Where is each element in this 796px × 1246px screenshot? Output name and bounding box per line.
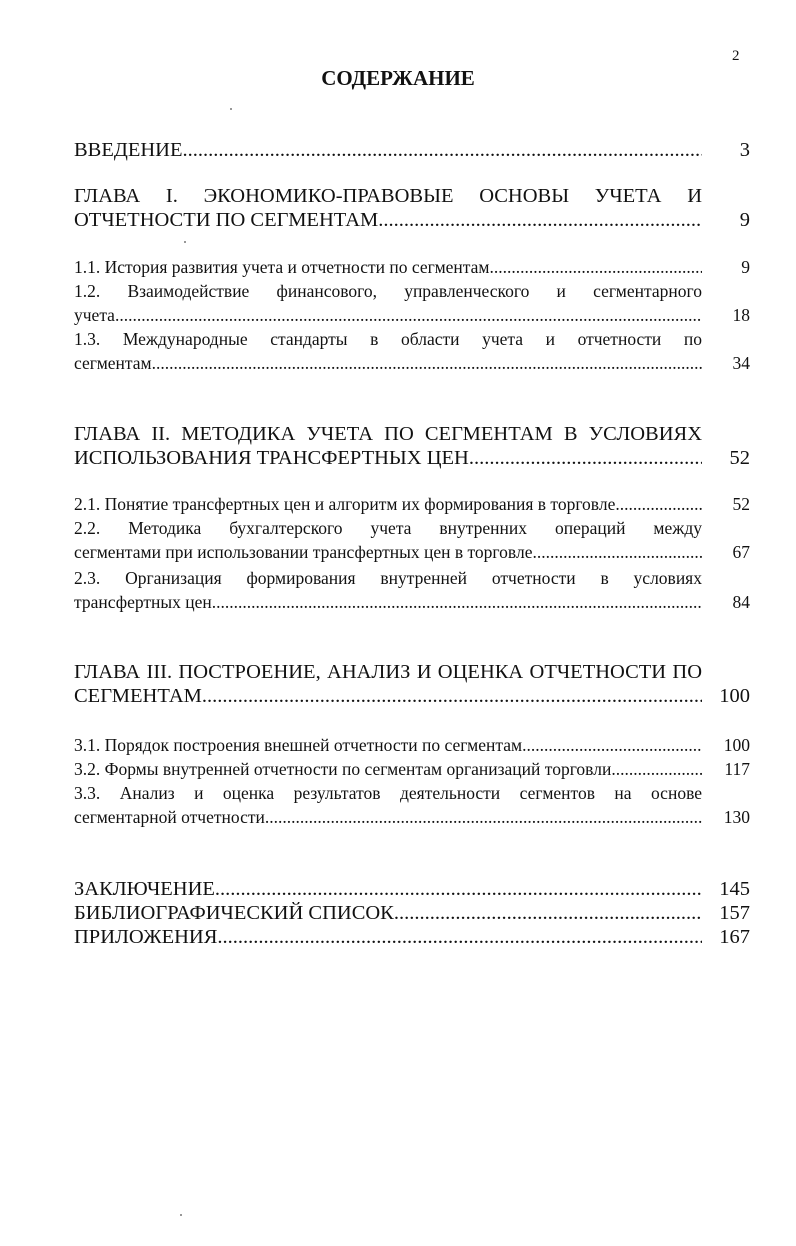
toc-entry-chapter-2[interactable]: [74, 422, 750, 470]
toc-entry-page: 157: [719, 902, 750, 924]
toc-entry-introduction[interactable]: [74, 138, 750, 162]
toc-entry-title-line-1: 1.3. Международные стандарты в области учета и отчетности по: [74, 329, 702, 349]
toc-entry-page: 52: [732, 494, 750, 514]
toc-entry-page: 130: [723, 807, 750, 827]
toc-entry-title: 3.2. Формы внутренней отчетности по сегментам организаций торговли: [74, 759, 612, 779]
toc-entry-title-line-2: сегментами при использовании трансфертных цен в торговле: [74, 542, 533, 562]
toc-entry-page: 84: [732, 592, 750, 612]
toc-entry-page: 52: [729, 447, 750, 469]
toc-entry-title-line-1: ГЛАВА III. ПОСТРОЕНИЕ, АНАЛИЗ И ОЦЕНКА ОТЧЕТНОСТИ ПО: [74, 661, 702, 683]
toc-entry-title-line-1: ГЛАВА II. МЕТОДИКА УЧЕТА ПО СЕГМЕНТАМ В УСЛОВИЯХ: [74, 423, 702, 445]
toc-entry-page: 145: [719, 878, 750, 900]
toc-entry-page: 18: [732, 305, 750, 325]
toc-entry-title: БИБЛИОГРАФИЧЕСКИЙ СПИСОК: [74, 902, 394, 924]
toc-entry-title-line-2: трансфертных цен: [74, 592, 212, 612]
toc-entry-section-2-2[interactable]: [74, 516, 750, 564]
toc-entry-bibliography[interactable]: [74, 901, 750, 925]
scan-speck: [180, 1214, 182, 1216]
toc-entry-section-1-2[interactable]: [74, 279, 750, 327]
toc-entry-section-3-3[interactable]: [74, 781, 750, 829]
toc-entry-title-line-2: учета: [74, 305, 115, 325]
toc-entry-title-line-1: 1.2. Взаимодействие финансового, управленческого и сегментарного: [74, 281, 702, 301]
toc-entry-title: 3.1. Порядок построения внешней отчетности по сегментам: [74, 735, 523, 755]
page-number: 2: [732, 48, 740, 64]
toc-entry-page: 167: [719, 926, 750, 948]
scan-speck: [230, 108, 232, 110]
toc-entry-page: 3: [739, 139, 750, 161]
toc-entry-appendices[interactable]: [74, 925, 750, 949]
toc-entry-page: 100: [719, 685, 750, 707]
toc-entry-title-line-1: 3.3. Анализ и оценка результатов деятельности сегментов на основе: [74, 783, 702, 803]
scan-speck: [184, 241, 186, 243]
toc-entry-title: ЗАКЛЮЧЕНИЕ: [74, 878, 215, 900]
toc-entry-title-line-1: 2.3. Организация формирования внутренней отчетности в условиях: [74, 568, 702, 588]
toc-entry-page: 9: [739, 209, 750, 231]
toc-entry-section-3-2[interactable]: [74, 757, 750, 781]
toc-entry-title-line-2: сегментам: [74, 353, 152, 373]
toc-entry-title-line-2: сегментарной отчетности: [74, 807, 265, 827]
toc-entry-page: 100: [723, 735, 750, 755]
toc-entry-title-line-2: ОТЧЕТНОСТИ ПО СЕГМЕНТАМ: [74, 209, 379, 231]
toc-entry-chapter-3[interactable]: [74, 660, 750, 708]
toc-entry-title-line-2: ИСПОЛЬЗОВАНИЯ ТРАНСФЕРТНЫХ ЦЕН: [74, 447, 469, 469]
toc-entry-page: 9: [741, 257, 750, 277]
toc-entry-section-1-3[interactable]: [74, 327, 750, 375]
toc-entry-section-3-1[interactable]: [74, 733, 750, 757]
page-title: СОДЕРЖАНИЕ: [321, 66, 475, 90]
toc-entry-conclusion[interactable]: [74, 877, 750, 901]
toc-entry-title-line-2: СЕГМЕНТАМ: [74, 685, 202, 707]
toc-entry-chapter-1[interactable]: [74, 184, 750, 232]
toc-entry-title-line-1: 2.2. Методика бухгалтерского учета внутренних операций между: [74, 518, 702, 538]
toc-entry-section-2-1[interactable]: [74, 492, 750, 516]
toc-entry-section-1-1[interactable]: [74, 255, 750, 279]
toc-entry-title: 2.1. Понятие трансфертных цен и алгоритм их формирования в торговле: [74, 494, 616, 514]
toc-entry-title-line-1: ГЛАВА I. ЭКОНОМИКО-ПРАВОВЫЕ ОСНОВЫ УЧЕТА И: [74, 185, 702, 207]
toc-entry-title: ВВЕДЕНИЕ: [74, 139, 183, 161]
toc-entry-page: 67: [732, 542, 750, 562]
toc-entry-page: 117: [724, 759, 750, 779]
toc-entry-title: 1.1. История развития учета и отчетности по сегментам: [74, 257, 490, 277]
toc-entry-title: ПРИЛОЖЕНИЯ: [74, 926, 218, 948]
toc-entry-page: 34: [732, 353, 750, 373]
toc-entry-section-2-3[interactable]: [74, 566, 750, 614]
